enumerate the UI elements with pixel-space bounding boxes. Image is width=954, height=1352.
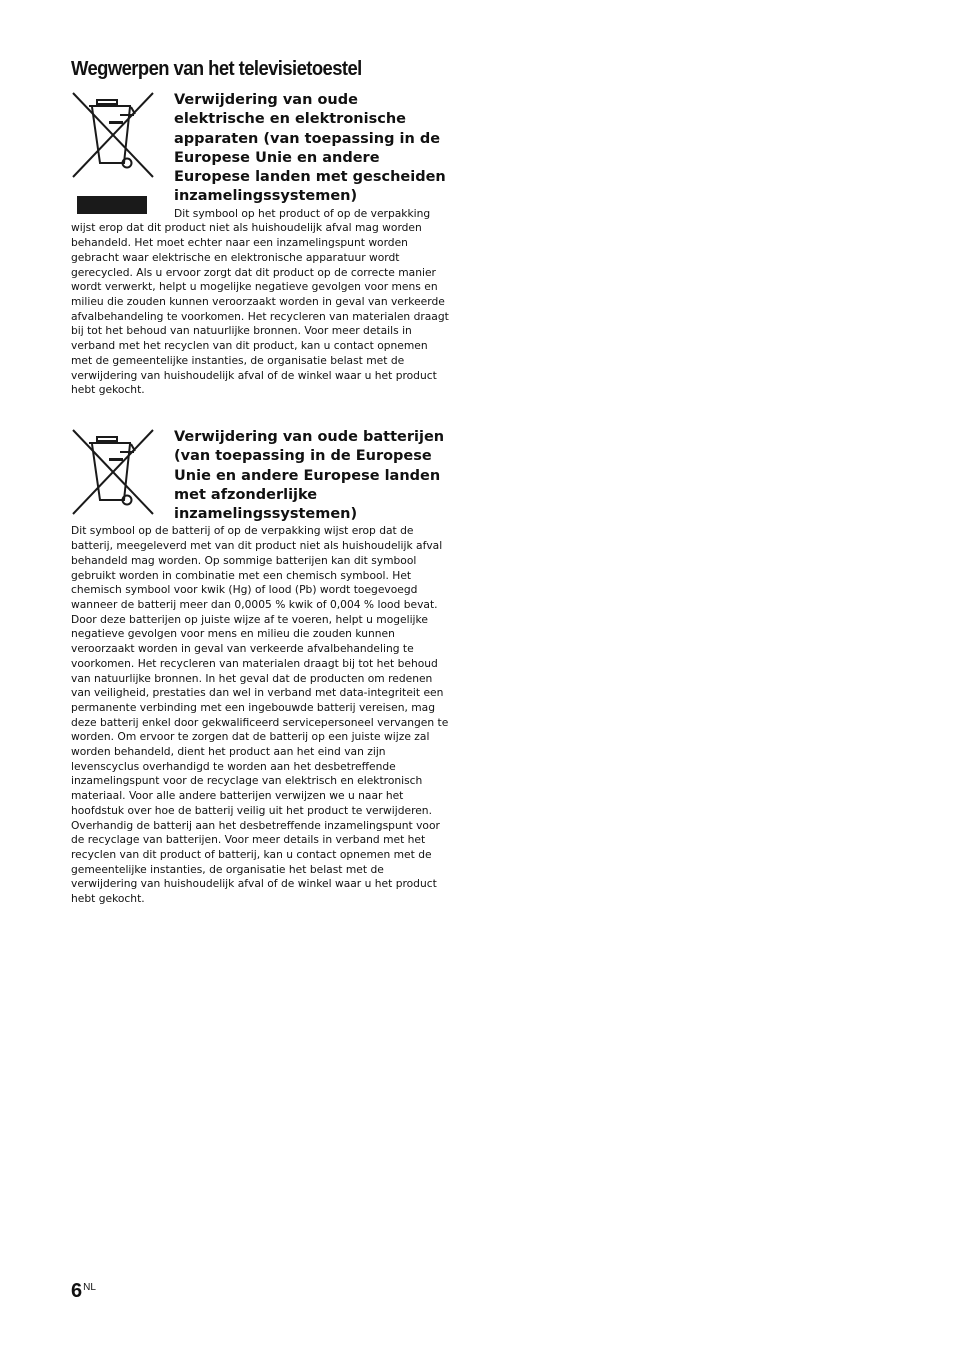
section-body: Dit symbool op het product of op de verpakking wijst erop dat dit product niet als huishoudelijk afval mag worden behandeld. Het moet echter naar een inzamelingspunt worden gebracht waar elektrische en elektronische apparatuur wordt gerecycled. Als u ervoor zorgt dat dit product op de correcte manier wordt verwerkt, helpt u mogelijke negatieve gevolgen voor mens en milieu die zouden kunnen veroorzaakt worden in geval van verkeerde afvalbehandeling te voorkomen. Het recycleren van materialen draagt bij tot het behoud van natuurlijke bronnen. Voor meer details in verband met het recyclen van dit product, kan u contact opnemen met de gemeentelijke instanties, de organisatie belast met de verwijdering van huishoudelijk afval of de winkel waar u het product hebt gekocht. [71, 206, 449, 397]
battery-symbol [71, 428, 156, 516]
battery-section [71, 428, 449, 907]
crossed-out-wheelie-bin-icon [71, 91, 156, 179]
page-number [71, 1280, 96, 1303]
section-heading: Verwijdering van oude elektrische en elektronische apparaten (van toepassing in de Europese Unie en andere Europese landen met gescheiden inzamelingssystemen) [174, 92, 446, 205]
page-number-value: 6 [71, 1280, 83, 1302]
weee-symbol [71, 91, 156, 214]
section-heading: Verwijdering van oude batterijen (van toepassing in de Europese Unie en andere Europese landen met afzonderlijke inzamelingssystemen) [174, 429, 445, 523]
section-body: Dit symbool op de batterij of op de verpakking wijst erop dat de batterij, meegeleverd met van dit product niet als huishoudelijk afval behandeld mag worden. Op sommige batterijen kan dit symbool gebruikt worden in combinatie met een chemisch symbool. Het chemisch symbool voor kwik (Hg) of lood (Pb) wordt toegevoegd wanneer de batterij meer dan 0,0005 % kwik of 0,004 % lood bevat. Door deze batterijen op juiste wijze af te voeren, helpt u mogelijke negatieve gevolgen voor mens en milieu die zouden kunnen veroorzaakt worden in geval van verkeerde afvalbehandeling te voorkomen. Het recycleren van materialen draagt bij tot het behoud van natuurlijke bronnen. In het geval dat de producten om redenen van veiligheid, prestaties dan wel in verband met data-integriteit een permanente verbinding met een ingebouwde batterij vereisen, mag deze batterij enkel door gekwalificeerd servicepersoneel vervangen te worden. Om ervoor te zorgen dat de batterij op een juiste wijze zal worden behandeld, dient het product aan het eind van zijn levenscyclus overhandigd te worden aan het desbetreffende inzamelingspunt voor de recyclage van elektrisch en elektronisch materiaal. Voor alle andere batterijen verwijzen we u naar het hoofdstuk over hoe de batterij veilig uit het product te verwijderen. Overhandig de batterij aan het desbetreffende inzamelingspunt voor de recyclage van batterijen. Voor meer details in verband met het recyclen van dit product of batterij, kan u contact opnemen met de gemeentelijke instanties, de organisatie het belast met de verwijdering van huishoudelijk afval of de winkel waar u het product hebt gekocht. [71, 524, 449, 906]
crossed-out-wheelie-bin-icon [71, 428, 156, 516]
weee-section [71, 91, 449, 398]
page-title: Wegwerpen van het televisietoestel [71, 58, 362, 80]
product-marking-bar [77, 196, 147, 214]
page-number-suffix: NL [83, 1282, 96, 1293]
